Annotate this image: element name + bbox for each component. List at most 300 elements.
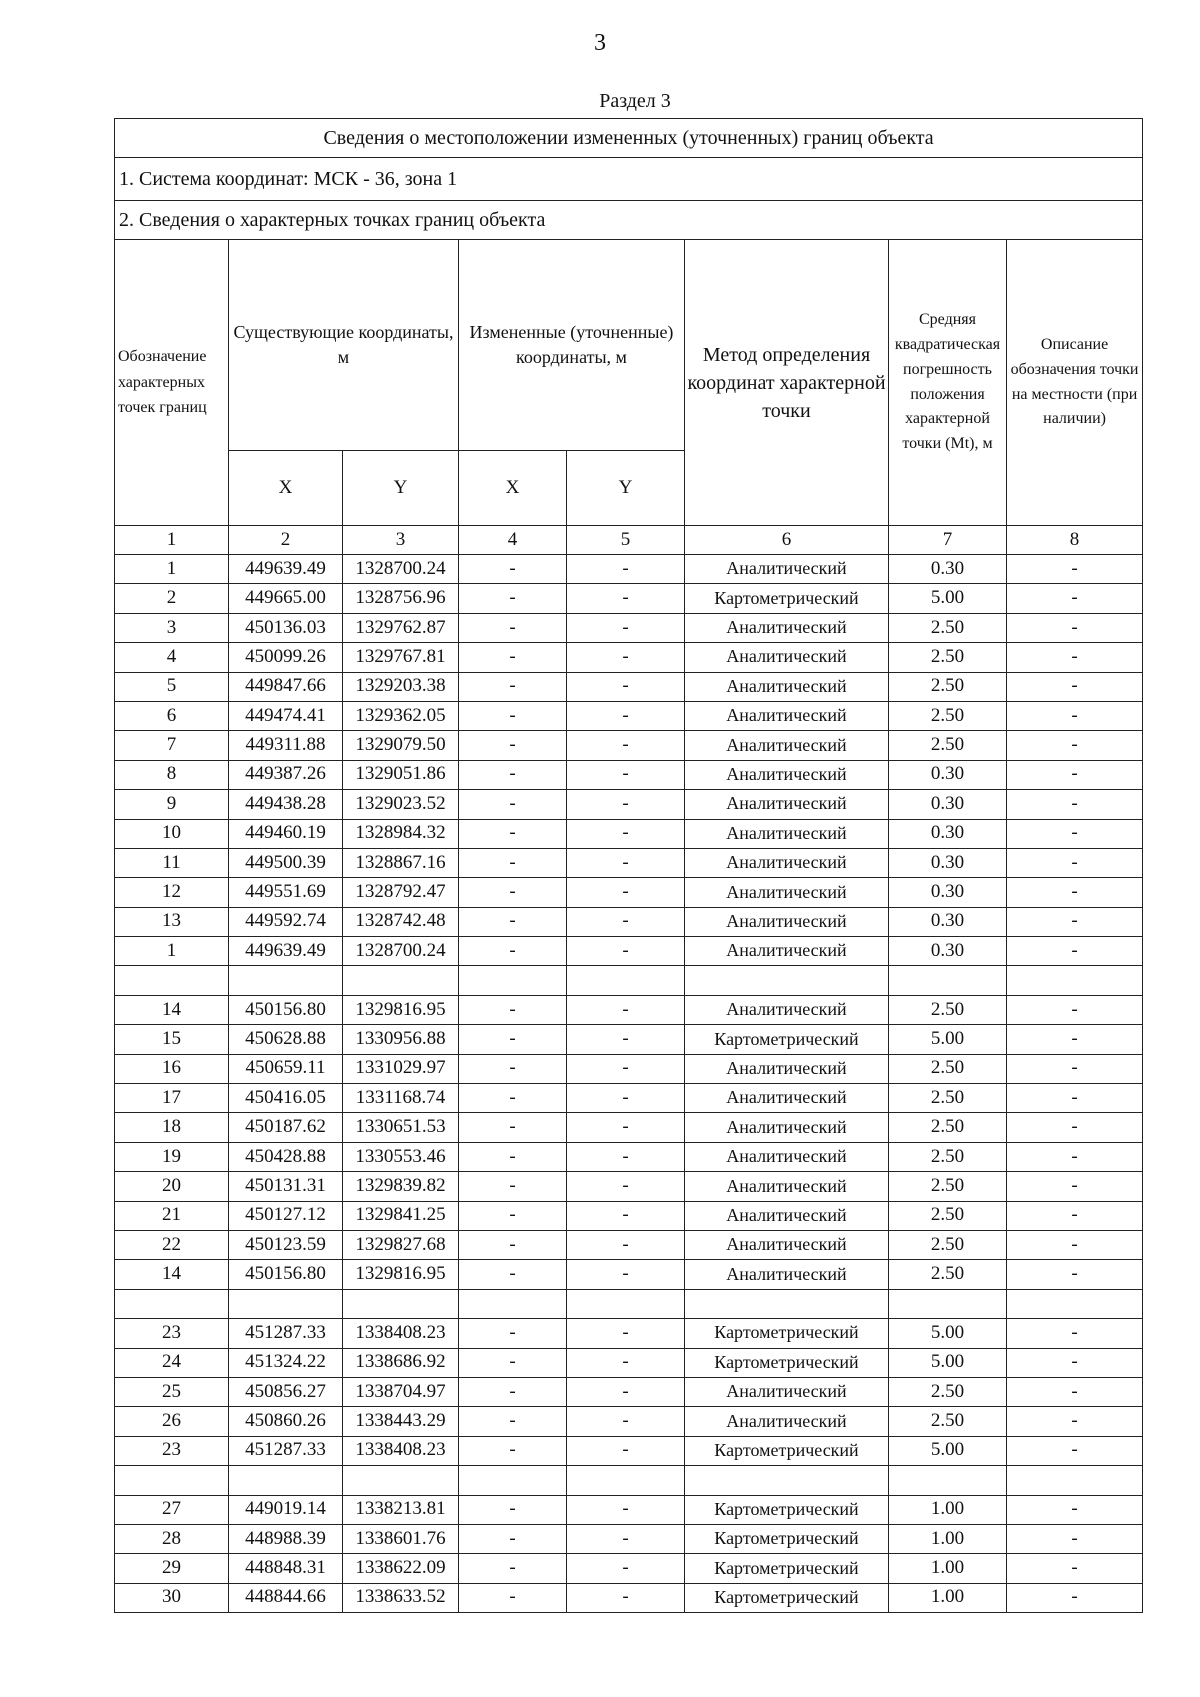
changed-x: -: [459, 613, 567, 642]
method: Аналитический: [685, 1142, 889, 1171]
existing-x: 449460.19: [229, 819, 343, 848]
table-row: [115, 1436, 1143, 1465]
changed-x: -: [459, 907, 567, 936]
method: Аналитический: [685, 848, 889, 877]
changed-x: -: [459, 848, 567, 877]
column-number: 5: [567, 526, 685, 555]
table-row: [115, 643, 1143, 672]
existing-y: [343, 1466, 459, 1495]
point-id: 12: [115, 878, 229, 907]
description: -: [1007, 848, 1143, 877]
description: -: [1007, 1319, 1143, 1348]
changed-x: -: [459, 1260, 567, 1289]
point-id: 15: [115, 1025, 229, 1054]
method: Аналитический: [685, 1230, 889, 1259]
changed-y: -: [567, 1054, 685, 1083]
error: 0.30: [889, 760, 1007, 789]
table-row: [115, 995, 1143, 1024]
existing-y: 1338704.97: [343, 1377, 459, 1406]
table-row: [115, 760, 1143, 789]
point-id: 30: [115, 1583, 229, 1612]
changed-y: -: [567, 1201, 685, 1230]
description: -: [1007, 1142, 1143, 1171]
changed-y: -: [567, 1407, 685, 1436]
changed-x: -: [459, 643, 567, 672]
method: Аналитический: [685, 1407, 889, 1436]
page-number: 3: [594, 30, 606, 56]
column-number-row: [115, 526, 1143, 555]
existing-x: 450416.05: [229, 1084, 343, 1113]
changed-x: -: [459, 701, 567, 730]
existing-x: 450187.62: [229, 1113, 343, 1142]
method: Аналитический: [685, 937, 889, 966]
error: 5.00: [889, 584, 1007, 613]
error: 2.50: [889, 1230, 1007, 1259]
method: Аналитический: [685, 731, 889, 760]
point-id: 4: [115, 643, 229, 672]
description: -: [1007, 1113, 1143, 1142]
changed-x: -: [459, 760, 567, 789]
method: Аналитический: [685, 643, 889, 672]
changed-y: -: [567, 701, 685, 730]
changed-y: -: [567, 643, 685, 672]
changed-x: -: [459, 1113, 567, 1142]
point-id: 18: [115, 1113, 229, 1142]
description: -: [1007, 760, 1143, 789]
method: Аналитический: [685, 1377, 889, 1406]
description: -: [1007, 672, 1143, 701]
existing-x: 449639.49: [229, 555, 343, 584]
description: -: [1007, 613, 1143, 642]
changed-x: -: [459, 1583, 567, 1612]
point-id: 27: [115, 1495, 229, 1524]
header-changed-x: X: [459, 451, 567, 526]
method: Аналитический: [685, 613, 889, 642]
existing-y: [343, 1289, 459, 1318]
header-method: Метод определения координат характерной точки: [685, 240, 889, 526]
changed-y: -: [567, 613, 685, 642]
existing-y: 1338213.81: [343, 1495, 459, 1524]
column-number: 2: [229, 526, 343, 555]
existing-y: 1329827.68: [343, 1230, 459, 1259]
table-title: Сведения о местоположении измененных (уточненных) границ объекта: [115, 119, 1143, 158]
point-id: 14: [115, 1260, 229, 1289]
table-row: [115, 555, 1143, 584]
existing-y: 1329362.05: [343, 701, 459, 730]
description: -: [1007, 995, 1143, 1024]
existing-x: 449311.88: [229, 731, 343, 760]
table-row: [115, 819, 1143, 848]
changed-y: -: [567, 937, 685, 966]
changed-x: -: [459, 1407, 567, 1436]
changed-x: -: [459, 1524, 567, 1553]
existing-x: 450131.31: [229, 1172, 343, 1201]
existing-x: 449847.66: [229, 672, 343, 701]
changed-y: -: [567, 1084, 685, 1113]
existing-y: 1329839.82: [343, 1172, 459, 1201]
existing-y: 1338408.23: [343, 1319, 459, 1348]
existing-x: 450659.11: [229, 1054, 343, 1083]
table-row: [115, 584, 1143, 613]
table-row: [115, 1319, 1143, 1348]
changed-y: -: [567, 1319, 685, 1348]
changed-x: -: [459, 584, 567, 613]
changed-x: -: [459, 1172, 567, 1201]
description: -: [1007, 937, 1143, 966]
header-changed-coords: Измененные (уточненные) координаты, м: [459, 240, 685, 451]
error: 0.30: [889, 937, 1007, 966]
changed-x: -: [459, 995, 567, 1024]
point-id: 25: [115, 1377, 229, 1406]
table-row: [115, 1495, 1143, 1524]
method: Аналитический: [685, 790, 889, 819]
header-existing-y: Y: [343, 451, 459, 526]
error: [889, 1466, 1007, 1495]
table-row: [115, 1260, 1143, 1289]
header-description: Описание обозначения точки на местности (при наличии): [1007, 240, 1143, 526]
existing-x: 449551.69: [229, 878, 343, 907]
description: -: [1007, 555, 1143, 584]
method: [685, 1466, 889, 1495]
point-id: 14: [115, 995, 229, 1024]
column-number: 4: [459, 526, 567, 555]
changed-x: -: [459, 1201, 567, 1230]
column-number: 7: [889, 526, 1007, 555]
existing-x: 450123.59: [229, 1230, 343, 1259]
existing-x: 449438.28: [229, 790, 343, 819]
existing-x: 450156.80: [229, 995, 343, 1024]
point-id: 29: [115, 1554, 229, 1583]
method: Картометрический: [685, 1436, 889, 1465]
point-id: 9: [115, 790, 229, 819]
changed-y: -: [567, 1495, 685, 1524]
table-row: [115, 731, 1143, 760]
existing-y: 1330553.46: [343, 1142, 459, 1171]
changed-y: -: [567, 760, 685, 789]
changed-x: [459, 966, 567, 995]
existing-x: 449592.74: [229, 907, 343, 936]
changed-y: -: [567, 790, 685, 819]
method: Картометрический: [685, 584, 889, 613]
changed-y: [567, 1466, 685, 1495]
existing-y: 1329762.87: [343, 613, 459, 642]
changed-y: -: [567, 1583, 685, 1612]
description: -: [1007, 584, 1143, 613]
changed-y: -: [567, 1142, 685, 1171]
error: 2.50: [889, 701, 1007, 730]
boundary-points-table: [114, 118, 1143, 1613]
point-id: 17: [115, 1084, 229, 1113]
existing-y: 1331029.97: [343, 1054, 459, 1083]
changed-y: -: [567, 1348, 685, 1377]
method: [685, 966, 889, 995]
description: -: [1007, 1025, 1143, 1054]
existing-x: 449474.41: [229, 701, 343, 730]
point-id: 6: [115, 701, 229, 730]
error: 2.50: [889, 643, 1007, 672]
changed-y: -: [567, 878, 685, 907]
changed-y: -: [567, 1377, 685, 1406]
point-id: 13: [115, 907, 229, 936]
existing-x: 449639.49: [229, 937, 343, 966]
table-row: [115, 878, 1143, 907]
header-existing-coords: Существующие координаты, м: [229, 240, 459, 451]
changed-x: -: [459, 1377, 567, 1406]
error: [889, 1289, 1007, 1318]
existing-y: 1328756.96: [343, 584, 459, 613]
point-id: 1: [115, 937, 229, 966]
description: -: [1007, 1260, 1143, 1289]
point-id: [115, 1289, 229, 1318]
existing-y: 1330956.88: [343, 1025, 459, 1054]
table-row: [115, 1084, 1143, 1113]
existing-x: 448844.66: [229, 1583, 343, 1612]
existing-x: 451287.33: [229, 1436, 343, 1465]
changed-x: [459, 1466, 567, 1495]
existing-x: 450099.26: [229, 643, 343, 672]
changed-x: -: [459, 672, 567, 701]
description: -: [1007, 907, 1143, 936]
table-row: [115, 1201, 1143, 1230]
header-changed-y: Y: [567, 451, 685, 526]
section-label: Раздел 3: [599, 90, 671, 112]
changed-y: -: [567, 848, 685, 877]
existing-x: 449387.26: [229, 760, 343, 789]
changed-y: -: [567, 995, 685, 1024]
table-row: [115, 1466, 1143, 1495]
error: 2.50: [889, 1407, 1007, 1436]
error: 2.50: [889, 613, 1007, 642]
error: 0.30: [889, 907, 1007, 936]
point-id: 23: [115, 1436, 229, 1465]
changed-x: [459, 1289, 567, 1318]
changed-y: -: [567, 1554, 685, 1583]
method: Аналитический: [685, 907, 889, 936]
changed-y: -: [567, 907, 685, 936]
existing-x: [229, 1289, 343, 1318]
error: 2.50: [889, 1172, 1007, 1201]
point-id: 21: [115, 1201, 229, 1230]
method: Аналитический: [685, 1054, 889, 1083]
description: -: [1007, 1554, 1143, 1583]
table-row: [115, 1554, 1143, 1583]
description: [1007, 1289, 1143, 1318]
changed-y: -: [567, 1230, 685, 1259]
error: 1.00: [889, 1495, 1007, 1524]
existing-x: 451324.22: [229, 1348, 343, 1377]
description: -: [1007, 1172, 1143, 1201]
existing-x: 448988.39: [229, 1524, 343, 1553]
existing-y: 1328742.48: [343, 907, 459, 936]
description: -: [1007, 878, 1143, 907]
method: Аналитический: [685, 672, 889, 701]
table-row: [115, 672, 1143, 701]
existing-y: 1329816.95: [343, 1260, 459, 1289]
existing-x: [229, 966, 343, 995]
point-id: 26: [115, 1407, 229, 1436]
error: 2.50: [889, 1113, 1007, 1142]
point-id: 24: [115, 1348, 229, 1377]
changed-y: [567, 966, 685, 995]
existing-y: 1329841.25: [343, 1201, 459, 1230]
changed-x: -: [459, 555, 567, 584]
point-id: 22: [115, 1230, 229, 1259]
changed-y: -: [567, 555, 685, 584]
existing-y: 1331168.74: [343, 1084, 459, 1113]
description: -: [1007, 1524, 1143, 1553]
table-row: [115, 1172, 1143, 1201]
description: -: [1007, 1084, 1143, 1113]
method: Аналитический: [685, 1084, 889, 1113]
column-number: 6: [685, 526, 889, 555]
method: [685, 1289, 889, 1318]
method: Аналитический: [685, 760, 889, 789]
existing-y: 1330651.53: [343, 1113, 459, 1142]
error: 5.00: [889, 1319, 1007, 1348]
changed-x: -: [459, 819, 567, 848]
existing-y: [343, 966, 459, 995]
point-id: [115, 1466, 229, 1495]
error: 5.00: [889, 1025, 1007, 1054]
error: 2.50: [889, 1084, 1007, 1113]
changed-y: -: [567, 731, 685, 760]
changed-x: -: [459, 1554, 567, 1583]
description: -: [1007, 643, 1143, 672]
description: -: [1007, 701, 1143, 730]
method: Аналитический: [685, 555, 889, 584]
points-heading: 2. Сведения о характерных точках границ объекта: [115, 201, 1143, 240]
existing-x: 450156.80: [229, 1260, 343, 1289]
existing-x: 450628.88: [229, 1025, 343, 1054]
table-row: [115, 907, 1143, 936]
existing-y: 1329816.95: [343, 995, 459, 1024]
changed-x: -: [459, 1142, 567, 1171]
description: -: [1007, 1495, 1143, 1524]
description: -: [1007, 1436, 1143, 1465]
method: Картометрический: [685, 1554, 889, 1583]
header-point-designation: Обозначение характерных точек границ: [115, 240, 229, 526]
table-row: [115, 1348, 1143, 1377]
changed-x: -: [459, 790, 567, 819]
existing-x: 449665.00: [229, 584, 343, 613]
method: Аналитический: [685, 1113, 889, 1142]
point-id: 7: [115, 731, 229, 760]
existing-y: 1338633.52: [343, 1583, 459, 1612]
error: 1.00: [889, 1524, 1007, 1553]
changed-x: -: [459, 1054, 567, 1083]
changed-y: -: [567, 1524, 685, 1553]
table-row: [115, 1377, 1143, 1406]
existing-y: 1328867.16: [343, 848, 459, 877]
existing-y: 1338408.23: [343, 1436, 459, 1465]
description: -: [1007, 819, 1143, 848]
table-row: [115, 613, 1143, 642]
table-row: [115, 1289, 1143, 1318]
changed-x: -: [459, 937, 567, 966]
method: Картометрический: [685, 1583, 889, 1612]
column-number: 8: [1007, 526, 1143, 555]
changed-y: -: [567, 1172, 685, 1201]
existing-x: [229, 1466, 343, 1495]
error: 2.50: [889, 731, 1007, 760]
existing-y: 1328792.47: [343, 878, 459, 907]
method: Картометрический: [685, 1524, 889, 1553]
table-row: [115, 848, 1143, 877]
point-id: 3: [115, 613, 229, 642]
changed-y: -: [567, 672, 685, 701]
existing-y: 1328984.32: [343, 819, 459, 848]
table-row: [115, 1142, 1143, 1171]
point-id: 23: [115, 1319, 229, 1348]
error: 0.30: [889, 819, 1007, 848]
error: 2.50: [889, 672, 1007, 701]
method: Аналитический: [685, 878, 889, 907]
table-row: [115, 937, 1143, 966]
error: 1.00: [889, 1554, 1007, 1583]
method: Аналитический: [685, 819, 889, 848]
table-row: [115, 790, 1143, 819]
existing-x: 450428.88: [229, 1142, 343, 1171]
description: -: [1007, 1377, 1143, 1406]
changed-x: -: [459, 1230, 567, 1259]
changed-x: -: [459, 731, 567, 760]
description: -: [1007, 1230, 1143, 1259]
description: [1007, 966, 1143, 995]
method: Картометрический: [685, 1025, 889, 1054]
point-id: 5: [115, 672, 229, 701]
method: Аналитический: [685, 1201, 889, 1230]
error: 0.30: [889, 848, 1007, 877]
description: -: [1007, 1348, 1143, 1377]
error: 2.50: [889, 1260, 1007, 1289]
method: Картометрический: [685, 1319, 889, 1348]
error: 5.00: [889, 1436, 1007, 1465]
changed-x: -: [459, 1025, 567, 1054]
existing-x: 450860.26: [229, 1407, 343, 1436]
error: 0.30: [889, 555, 1007, 584]
point-id: 2: [115, 584, 229, 613]
table-row: [115, 1054, 1143, 1083]
description: -: [1007, 1054, 1143, 1083]
table-row: [115, 1230, 1143, 1259]
existing-x: 450856.27: [229, 1377, 343, 1406]
existing-y: 1329767.81: [343, 643, 459, 672]
error: [889, 966, 1007, 995]
table-row: [115, 1407, 1143, 1436]
existing-y: 1329079.50: [343, 731, 459, 760]
existing-x: 449019.14: [229, 1495, 343, 1524]
existing-x: 450127.12: [229, 1201, 343, 1230]
error: 2.50: [889, 1054, 1007, 1083]
point-id: 10: [115, 819, 229, 848]
existing-x: 448848.31: [229, 1554, 343, 1583]
error: 2.50: [889, 1201, 1007, 1230]
method: Картометрический: [685, 1495, 889, 1524]
existing-y: 1338686.92: [343, 1348, 459, 1377]
changed-y: -: [567, 584, 685, 613]
description: [1007, 1466, 1143, 1495]
error: 2.50: [889, 1142, 1007, 1171]
coordinate-system: 1. Система координат: МСК - 36, зона 1: [115, 158, 1143, 201]
existing-y: 1329023.52: [343, 790, 459, 819]
table-row: [115, 966, 1143, 995]
point-id: 16: [115, 1054, 229, 1083]
header-error: Средняя квадратическая погрешность положения характерной точки (Mt), м: [889, 240, 1007, 526]
table-row: [115, 1524, 1143, 1553]
column-number: 1: [115, 526, 229, 555]
existing-y: 1328700.24: [343, 937, 459, 966]
method: Аналитический: [685, 1260, 889, 1289]
